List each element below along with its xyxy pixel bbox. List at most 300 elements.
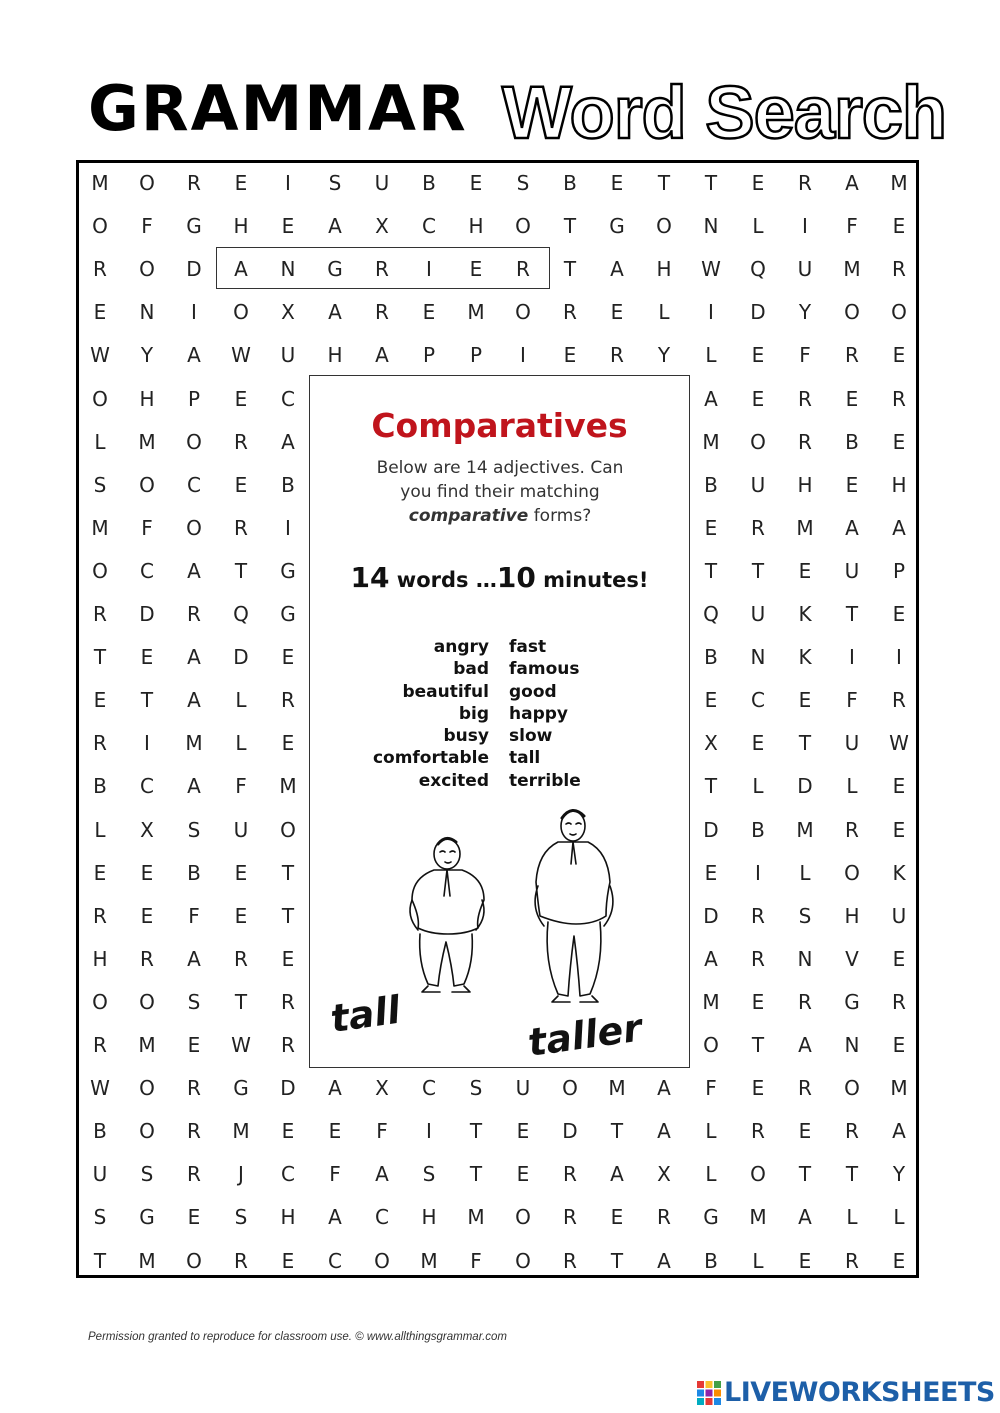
grid-letter[interactable]: M xyxy=(138,429,156,454)
grid-letter[interactable]: O xyxy=(750,1162,766,1187)
grid-letter[interactable]: I xyxy=(144,731,150,756)
grid-letter[interactable]: C xyxy=(422,1076,436,1101)
grid-letter[interactable]: R xyxy=(281,688,295,713)
grid-letter[interactable]: T xyxy=(704,774,718,799)
grid-letter[interactable]: E xyxy=(751,731,765,756)
grid-letter[interactable]: A xyxy=(328,1076,342,1101)
grid-letter[interactable]: T xyxy=(469,1162,483,1187)
grid-letter[interactable]: E xyxy=(892,946,906,971)
grid-letter[interactable]: C xyxy=(187,472,201,497)
grid-letter[interactable]: R xyxy=(845,817,859,842)
grid-letter[interactable]: A xyxy=(892,515,906,540)
grid-letter[interactable]: F xyxy=(141,515,153,540)
grid-letter[interactable]: T xyxy=(751,1033,765,1057)
grid-letter[interactable]: A xyxy=(845,171,859,195)
grid-letter[interactable]: R xyxy=(375,300,389,325)
grid-letter[interactable]: C xyxy=(140,558,154,583)
grid-letter[interactable]: A xyxy=(845,515,859,540)
grid-letter[interactable]: E xyxy=(704,860,718,885)
grid-letter[interactable]: O xyxy=(139,472,155,497)
grid-letter[interactable]: M xyxy=(279,774,297,799)
grid-letter[interactable]: R xyxy=(93,257,107,282)
grid-letter[interactable]: P xyxy=(187,386,201,411)
grid-letter[interactable]: O xyxy=(139,171,155,195)
grid-letter[interactable]: Y xyxy=(892,1162,906,1187)
grid-letter[interactable]: L xyxy=(799,860,811,885)
grid-letter[interactable]: P xyxy=(422,343,436,368)
grid-letter[interactable]: E xyxy=(610,171,624,195)
grid-letter[interactable]: U xyxy=(374,171,390,195)
grid-letter[interactable]: L xyxy=(846,1205,858,1230)
grid-letter[interactable]: O xyxy=(139,1119,155,1144)
grid-letter[interactable]: R xyxy=(93,903,107,928)
grid-letter[interactable]: E xyxy=(798,1119,812,1144)
grid-letter[interactable]: T xyxy=(234,989,248,1014)
grid-letter[interactable]: O xyxy=(139,989,155,1014)
grid-letter[interactable]: O xyxy=(92,558,108,583)
grid-letter[interactable]: U xyxy=(515,1076,531,1101)
grid-letter[interactable]: I xyxy=(708,300,714,325)
grid-letter[interactable]: M xyxy=(890,171,908,195)
grid-letter[interactable]: R xyxy=(798,989,812,1014)
grid-letter[interactable]: B xyxy=(93,774,107,799)
grid-letter[interactable]: H xyxy=(844,903,860,928)
grid-letter[interactable]: O xyxy=(92,989,108,1014)
grid-letter[interactable]: W xyxy=(231,1033,251,1057)
grid-letter[interactable]: C xyxy=(422,214,436,239)
grid-letter[interactable]: X xyxy=(375,1076,389,1101)
grid-letter[interactable]: E xyxy=(516,1162,530,1187)
grid-letter[interactable]: A xyxy=(187,688,201,713)
grid-letter[interactable]: X xyxy=(281,300,295,325)
grid-letter[interactable]: Y xyxy=(798,300,812,325)
grid-letter[interactable]: N xyxy=(703,214,719,239)
grid-letter[interactable]: R xyxy=(798,171,812,195)
grid-letter[interactable]: T xyxy=(563,257,577,282)
grid-letter[interactable]: E xyxy=(516,1119,530,1144)
grid-letter[interactable]: E xyxy=(281,645,295,670)
grid-letter[interactable]: R xyxy=(187,1162,201,1187)
grid-letter[interactable]: O xyxy=(562,1076,578,1101)
grid-letter[interactable]: Q xyxy=(233,602,249,626)
grid-letter[interactable]: S xyxy=(469,1076,483,1101)
grid-letter[interactable]: T xyxy=(751,558,765,583)
grid-letter[interactable]: E xyxy=(469,171,483,195)
grid-letter[interactable]: W xyxy=(889,731,909,756)
grid-letter[interactable]: T xyxy=(140,688,154,713)
grid-letter[interactable]: E xyxy=(892,343,906,368)
grid-letter[interactable]: F xyxy=(705,1076,717,1101)
grid-letter[interactable]: S xyxy=(516,171,530,195)
grid-letter[interactable]: E xyxy=(281,1248,295,1273)
grid-letter[interactable]: F xyxy=(329,1162,341,1187)
grid-letter[interactable]: G xyxy=(233,1076,249,1101)
grid-letter[interactable]: U xyxy=(280,343,296,368)
grid-letter[interactable]: L xyxy=(235,688,247,713)
grid-letter[interactable]: U xyxy=(92,1162,108,1187)
grid-letter[interactable]: R xyxy=(234,429,248,454)
grid-letter[interactable]: B xyxy=(281,472,295,497)
grid-letter[interactable]: N xyxy=(797,946,813,971)
grid-letter[interactable]: A xyxy=(328,1205,342,1230)
grid-letter[interactable]: T xyxy=(93,1248,107,1273)
grid-letter[interactable]: W xyxy=(90,343,110,368)
grid-letter[interactable]: S xyxy=(93,1205,107,1230)
grid-letter[interactable]: F xyxy=(470,1248,482,1273)
grid-letter[interactable]: N xyxy=(750,645,766,670)
grid-letter[interactable]: E xyxy=(892,1248,906,1273)
grid-letter[interactable]: E xyxy=(798,558,812,583)
grid-letter[interactable]: O xyxy=(374,1248,390,1273)
grid-letter[interactable]: K xyxy=(798,602,812,626)
grid-letter[interactable]: A xyxy=(187,645,201,670)
grid-letter[interactable]: C xyxy=(328,1248,342,1273)
grid-letter[interactable]: F xyxy=(141,214,153,239)
grid-letter[interactable]: E xyxy=(610,300,624,325)
grid-letter[interactable]: E xyxy=(93,860,107,885)
grid-letter[interactable]: K xyxy=(798,645,812,670)
grid-letter[interactable]: R xyxy=(93,1033,107,1057)
grid-letter[interactable]: E xyxy=(281,731,295,756)
grid-letter[interactable]: L xyxy=(893,1205,905,1230)
grid-letter[interactable]: E xyxy=(328,1119,342,1144)
grid-letter[interactable]: M xyxy=(702,989,720,1014)
grid-letter[interactable]: A xyxy=(187,343,201,368)
grid-letter[interactable]: G xyxy=(280,602,296,626)
grid-letter[interactable]: R xyxy=(798,386,812,411)
grid-letter[interactable]: B xyxy=(751,817,765,842)
grid-letter[interactable]: U xyxy=(750,472,766,497)
grid-letter[interactable]: K xyxy=(892,860,906,885)
grid-letter[interactable]: E xyxy=(469,257,483,282)
grid-letter[interactable]: N xyxy=(139,300,155,325)
grid-letter[interactable]: L xyxy=(94,817,106,842)
grid-letter[interactable]: D xyxy=(280,1076,296,1101)
grid-letter[interactable]: R xyxy=(140,946,154,971)
grid-letter[interactable]: M xyxy=(420,1248,438,1273)
grid-letter[interactable]: B xyxy=(93,1119,107,1144)
grid-letter[interactable]: E xyxy=(751,171,765,195)
grid-letter[interactable]: E xyxy=(892,817,906,842)
grid-letter[interactable]: R xyxy=(751,903,765,928)
grid-letter[interactable]: D xyxy=(703,903,719,928)
grid-letter[interactable]: R xyxy=(516,257,530,282)
grid-letter[interactable]: S xyxy=(798,903,812,928)
grid-letter[interactable]: E xyxy=(234,472,248,497)
grid-letter[interactable]: H xyxy=(92,946,108,971)
grid-letter[interactable]: O xyxy=(844,300,860,325)
grid-letter[interactable]: G xyxy=(139,1205,155,1230)
grid-letter[interactable]: M xyxy=(890,1076,908,1101)
grid-letter[interactable]: S xyxy=(93,472,107,497)
grid-letter[interactable]: P xyxy=(892,558,906,583)
grid-letter[interactable]: H xyxy=(327,343,343,368)
grid-letter[interactable]: D xyxy=(750,300,766,325)
grid-letter[interactable]: E xyxy=(187,1033,201,1057)
grid-letter[interactable]: D xyxy=(703,817,719,842)
grid-letter[interactable]: E xyxy=(845,472,859,497)
grid-letter[interactable]: I xyxy=(896,645,902,670)
grid-letter[interactable]: R xyxy=(187,1119,201,1144)
grid-letter[interactable]: G xyxy=(327,257,343,282)
grid-letter[interactable]: C xyxy=(281,1162,295,1187)
grid-letter[interactable]: T xyxy=(704,171,718,195)
grid-letter[interactable]: L xyxy=(705,343,717,368)
grid-letter[interactable]: M xyxy=(138,1033,156,1057)
grid-letter[interactable]: F xyxy=(188,903,200,928)
grid-letter[interactable]: M xyxy=(91,171,109,195)
grid-letter[interactable]: O xyxy=(139,1076,155,1101)
grid-letter[interactable]: E xyxy=(187,1205,201,1230)
grid-letter[interactable]: O xyxy=(515,300,531,325)
grid-letter[interactable]: E xyxy=(234,860,248,885)
grid-letter[interactable]: E xyxy=(610,1205,624,1230)
grid-letter[interactable]: M xyxy=(796,817,814,842)
grid-letter[interactable]: E xyxy=(751,386,765,411)
grid-letter[interactable]: M xyxy=(91,515,109,540)
grid-letter[interactable]: R xyxy=(93,602,107,626)
grid-letter[interactable]: A xyxy=(704,946,718,971)
grid-letter[interactable]: U xyxy=(844,558,860,583)
grid-letter[interactable]: T xyxy=(704,558,718,583)
grid-letter[interactable]: S xyxy=(234,1205,248,1230)
grid-letter[interactable]: U xyxy=(844,731,860,756)
grid-letter[interactable]: A xyxy=(610,257,624,282)
grid-letter[interactable]: E xyxy=(892,774,906,799)
grid-letter[interactable]: T xyxy=(610,1119,624,1144)
grid-letter[interactable]: R xyxy=(798,429,812,454)
grid-letter[interactable]: M xyxy=(843,257,861,282)
grid-letter[interactable]: E xyxy=(140,645,154,670)
grid-letter[interactable]: O xyxy=(92,386,108,411)
grid-letter[interactable]: T xyxy=(469,1119,483,1144)
grid-letter[interactable]: L xyxy=(752,214,764,239)
grid-letter[interactable]: I xyxy=(285,171,291,195)
grid-letter[interactable]: Y xyxy=(140,343,154,368)
grid-letter[interactable]: B xyxy=(563,171,577,195)
grid-letter[interactable]: F xyxy=(799,343,811,368)
grid-letter[interactable]: O xyxy=(515,1205,531,1230)
grid-letter[interactable]: E xyxy=(751,989,765,1014)
grid-letter[interactable]: S xyxy=(328,171,342,195)
grid-letter[interactable]: E xyxy=(845,386,859,411)
grid-letter[interactable]: W xyxy=(701,257,721,282)
grid-letter[interactable]: A xyxy=(704,386,718,411)
grid-letter[interactable]: T xyxy=(93,645,107,670)
grid-letter[interactable]: L xyxy=(846,774,858,799)
grid-letter[interactable]: A xyxy=(234,257,248,282)
grid-letter[interactable]: O xyxy=(233,300,249,325)
grid-letter[interactable]: L xyxy=(94,429,106,454)
grid-letter[interactable]: C xyxy=(375,1205,389,1230)
grid-letter[interactable]: S xyxy=(187,989,201,1014)
grid-letter[interactable]: M xyxy=(702,429,720,454)
grid-letter[interactable]: M xyxy=(608,1076,626,1101)
grid-letter[interactable]: T xyxy=(798,1162,812,1187)
grid-letter[interactable]: O xyxy=(515,214,531,239)
grid-letter[interactable]: N xyxy=(844,1033,860,1057)
grid-letter[interactable]: D xyxy=(233,645,249,670)
grid-letter[interactable]: E xyxy=(93,688,107,713)
grid-letter[interactable]: D xyxy=(139,602,155,626)
grid-letter[interactable]: R xyxy=(892,257,906,282)
grid-letter[interactable]: E xyxy=(234,386,248,411)
grid-letter[interactable]: A xyxy=(187,558,201,583)
grid-letter[interactable]: O xyxy=(92,214,108,239)
grid-letter[interactable]: E xyxy=(751,343,765,368)
grid-letter[interactable]: H xyxy=(139,386,155,411)
grid-letter[interactable]: C xyxy=(140,774,154,799)
grid-letter[interactable]: T xyxy=(845,1162,859,1187)
grid-letter[interactable]: B xyxy=(704,472,718,497)
grid-letter[interactable]: R xyxy=(845,343,859,368)
grid-letter[interactable]: A xyxy=(328,214,342,239)
grid-letter[interactable]: S xyxy=(187,817,201,842)
grid-letter[interactable]: E xyxy=(93,300,107,325)
grid-letter[interactable]: L xyxy=(705,1119,717,1144)
grid-letter[interactable]: R xyxy=(93,731,107,756)
grid-letter[interactable]: A xyxy=(657,1248,671,1273)
grid-letter[interactable]: U xyxy=(233,817,249,842)
grid-letter[interactable]: I xyxy=(520,343,526,368)
grid-letter[interactable]: O xyxy=(703,1033,719,1057)
grid-letter[interactable]: U xyxy=(750,602,766,626)
grid-letter[interactable]: F xyxy=(846,214,858,239)
grid-letter[interactable]: D xyxy=(186,257,202,282)
grid-letter[interactable]: T xyxy=(798,731,812,756)
grid-letter[interactable]: O xyxy=(656,214,672,239)
grid-letter[interactable]: M xyxy=(185,731,203,756)
grid-letter[interactable]: L xyxy=(705,1162,717,1187)
grid-letter[interactable]: R xyxy=(892,386,906,411)
grid-letter[interactable]: R xyxy=(563,1205,577,1230)
grid-letter[interactable]: T xyxy=(845,602,859,626)
grid-letter[interactable]: I xyxy=(285,515,291,540)
grid-letter[interactable]: E xyxy=(892,602,906,626)
grid-letter[interactable]: G xyxy=(703,1205,719,1230)
grid-letter[interactable]: A xyxy=(657,1076,671,1101)
grid-letter[interactable]: S xyxy=(140,1162,154,1187)
grid-letter[interactable]: A xyxy=(375,1162,389,1187)
grid-letter[interactable]: R xyxy=(234,1248,248,1273)
grid-letter[interactable]: I xyxy=(802,214,808,239)
grid-letter[interactable]: M xyxy=(749,1205,767,1230)
grid-letter[interactable]: I xyxy=(426,257,432,282)
grid-letter[interactable]: O xyxy=(186,1248,202,1273)
grid-letter[interactable]: E xyxy=(140,903,154,928)
grid-letter[interactable]: O xyxy=(891,300,907,325)
grid-letter[interactable]: B xyxy=(187,860,201,885)
grid-letter[interactable]: I xyxy=(191,300,197,325)
grid-letter[interactable]: A xyxy=(328,300,342,325)
grid-letter[interactable]: H xyxy=(656,257,672,282)
grid-letter[interactable]: M xyxy=(467,1205,485,1230)
grid-letter[interactable]: P xyxy=(469,343,483,368)
grid-letter[interactable]: O xyxy=(186,429,202,454)
grid-letter[interactable]: X xyxy=(704,731,718,756)
grid-letter[interactable]: R xyxy=(892,688,906,713)
grid-letter[interactable]: O xyxy=(844,1076,860,1101)
grid-letter[interactable]: I xyxy=(755,860,761,885)
grid-letter[interactable]: A xyxy=(610,1162,624,1187)
grid-letter[interactable]: E xyxy=(704,688,718,713)
grid-letter[interactable]: T xyxy=(563,214,577,239)
grid-letter[interactable]: E xyxy=(140,860,154,885)
grid-letter[interactable]: R xyxy=(187,1076,201,1101)
grid-letter[interactable]: R xyxy=(798,1076,812,1101)
grid-letter[interactable]: A xyxy=(798,1033,812,1057)
grid-letter[interactable]: A xyxy=(892,1119,906,1144)
grid-letter[interactable]: E xyxy=(892,1033,906,1057)
grid-letter[interactable]: E xyxy=(751,1076,765,1101)
grid-letter[interactable]: E xyxy=(281,946,295,971)
grid-letter[interactable]: G xyxy=(844,989,860,1014)
grid-letter[interactable]: O xyxy=(280,817,296,842)
grid-letter[interactable]: H xyxy=(468,214,484,239)
grid-letter[interactable]: R xyxy=(281,989,295,1014)
grid-letter[interactable]: A xyxy=(281,429,295,454)
grid-letter[interactable]: R xyxy=(563,1248,577,1273)
grid-letter[interactable]: T xyxy=(610,1248,624,1273)
grid-letter[interactable]: T xyxy=(234,558,248,583)
grid-letter[interactable]: X xyxy=(140,817,154,842)
grid-letter[interactable]: A xyxy=(798,1205,812,1230)
grid-letter[interactable]: G xyxy=(280,558,296,583)
grid-letter[interactable]: H xyxy=(280,1205,296,1230)
grid-letter[interactable]: I xyxy=(426,1119,432,1144)
grid-letter[interactable]: Y xyxy=(657,343,671,368)
grid-letter[interactable]: U xyxy=(797,257,813,282)
grid-letter[interactable]: E xyxy=(704,515,718,540)
grid-letter[interactable]: G xyxy=(186,214,202,239)
grid-letter[interactable]: H xyxy=(891,472,907,497)
grid-letter[interactable]: E xyxy=(892,214,906,239)
grid-letter[interactable]: R xyxy=(610,343,624,368)
grid-letter[interactable]: H xyxy=(421,1205,437,1230)
grid-letter[interactable]: R xyxy=(281,1033,295,1057)
grid-letter[interactable]: X xyxy=(657,1162,671,1187)
grid-letter[interactable]: R xyxy=(563,1162,577,1187)
grid-letter[interactable]: J xyxy=(238,1162,244,1187)
grid-letter[interactable]: B xyxy=(845,429,859,454)
grid-letter[interactable]: B xyxy=(704,1248,718,1273)
grid-letter[interactable]: O xyxy=(750,429,766,454)
grid-letter[interactable]: F xyxy=(846,688,858,713)
grid-letter[interactable]: G xyxy=(609,214,625,239)
grid-letter[interactable]: A xyxy=(657,1119,671,1144)
grid-letter[interactable]: R xyxy=(187,602,201,626)
grid-letter[interactable]: E xyxy=(563,343,577,368)
grid-letter[interactable]: S xyxy=(422,1162,436,1187)
grid-letter[interactable]: M xyxy=(796,515,814,540)
grid-letter[interactable]: R xyxy=(234,946,248,971)
grid-letter[interactable]: N xyxy=(280,257,296,282)
grid-letter[interactable]: C xyxy=(751,688,765,713)
grid-letter[interactable]: O xyxy=(844,860,860,885)
grid-letter[interactable]: R xyxy=(845,1248,859,1273)
grid-letter[interactable]: R xyxy=(563,300,577,325)
grid-letter[interactable]: R xyxy=(234,515,248,540)
grid-letter[interactable]: H xyxy=(233,214,249,239)
grid-letter[interactable]: T xyxy=(281,903,295,928)
grid-letter[interactable]: C xyxy=(281,386,295,411)
grid-letter[interactable]: Q xyxy=(703,602,719,626)
grid-letter[interactable]: L xyxy=(658,300,670,325)
grid-letter[interactable]: T xyxy=(657,171,671,195)
grid-letter[interactable]: M xyxy=(467,300,485,325)
grid-letter[interactable]: A xyxy=(187,774,201,799)
grid-letter[interactable]: O xyxy=(515,1248,531,1273)
